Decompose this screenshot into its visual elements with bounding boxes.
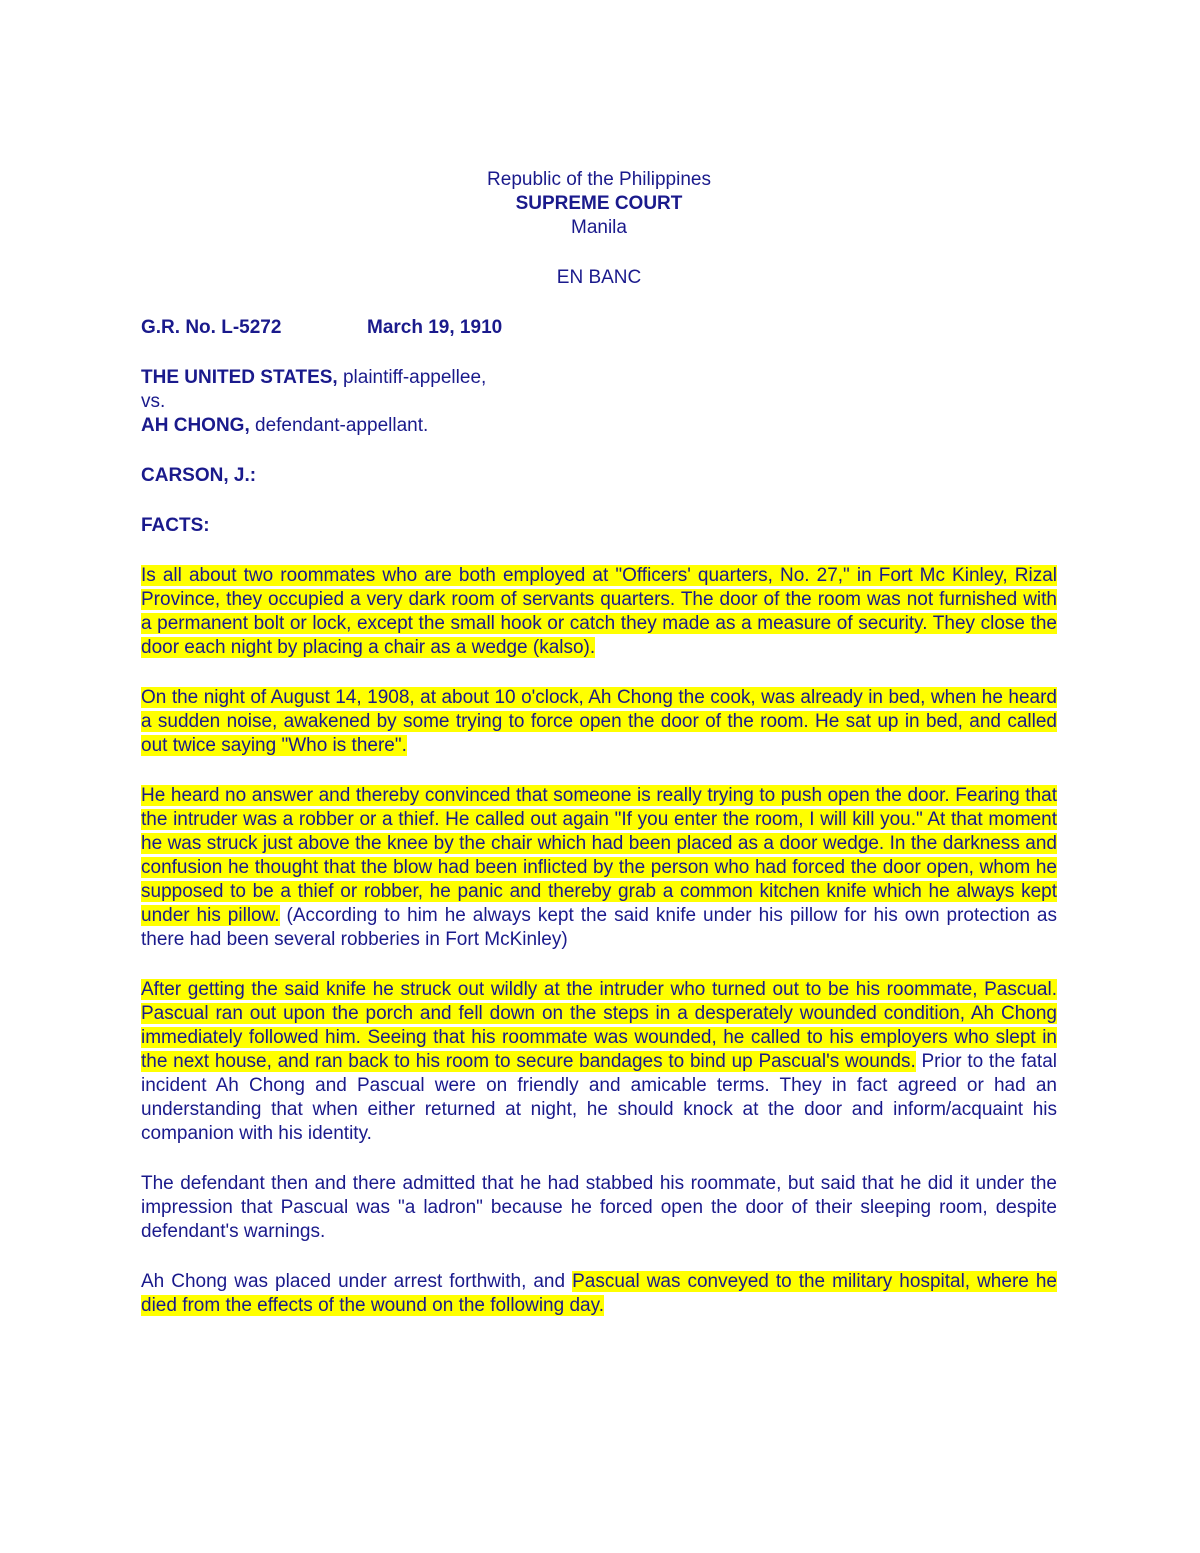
plain-text: Ah Chong was placed under arrest forthwith, and (141, 1271, 573, 1292)
case-number-row (141, 316, 1057, 340)
division-line: EN BANC (556, 267, 642, 288)
defendant-name: AH CHONG, (141, 415, 250, 436)
plain-text: (According to him he always kept the said knife under his pillow for his own protection as there had been several robberies in Fort McKinley) (141, 905, 1057, 950)
city-line: Manila (571, 217, 627, 238)
highlighted-text: After getting the said knife he struck out wildly at the intruder who turned out to be his roommate, Pascual. Pascual ran out upon the porch and fell down on the steps in a desperately wounded condition, Ah Chong immediately followed him. Seeing that his roommate was wounded, he called to his employers who slept in the next house, and ran back to his room to secure bandages to bind up Pascual's wounds. (141, 979, 1057, 1072)
document-page (141, 168, 1057, 1318)
paragraph-2 (141, 686, 1057, 758)
plaintiff-role: plaintiff-appellee, (337, 367, 487, 388)
court-name: SUPREME COURT (515, 193, 683, 214)
versus-line: vs. (141, 391, 166, 412)
defendant-line (141, 414, 1057, 438)
defendant-role: defendant-appellant. (249, 415, 429, 436)
highlighted-text: Is all about two roommates who are both employed at "Officers' quarters, No. 27," in Fort Mc Kinley, Rizal Province, they occupied a very dark room of servants quarters. The door of the room was not furnished with a permanent bolt or lock, except the small hook or catch they made as a measure of security. They close the door each night by placing a chair as a wedge (kalso). (141, 565, 1057, 658)
highlighted-text: He heard no answer and thereby convinced that someone is really trying to push open the door. Fearing that the intruder was a robber or a thief. He called out again "If you enter the room, I will kill you." At that moment he was struck just above the knee by the chair which had been placed as a door wedge. In the darkness and confusion he thought that the blow had been inflicted by the person who had forced the door open, whom he supposed to be a thief or robber, he panic and thereby grab a common kitchen knife which he always kept under his pillow. (141, 785, 1057, 926)
paragraph-5 (141, 1172, 1057, 1244)
ponente: CARSON, J.: (141, 465, 257, 486)
highlighted-text: Pascual was conveyed to the military hospital, where he died from the effects of the wound on the following day. (141, 1271, 1057, 1316)
gr-number: G.R. No. L-5272 (141, 317, 282, 338)
plain-text: The defendant then and there admitted that he had stabbed his roommate, but said that he did it under the impression that Pascual was "a ladron" because he forced open the door of their sleeping room, despite defendant's warnings. (141, 1173, 1057, 1242)
paragraph-3 (141, 784, 1057, 952)
paragraph-1 (141, 564, 1057, 660)
decision-date: March 19, 1910 (367, 317, 503, 338)
plaintiff-name: THE UNITED STATES, (141, 367, 338, 388)
plaintiff-line (141, 366, 1057, 390)
paragraph-4 (141, 978, 1057, 1146)
plain-text: Prior to the fatal incident Ah Chong and Pascual were on friendly and amicable terms. They in fact agreed or had an understanding that when either returned at night, he should knock at the door and inform/acquaint his companion with his identity. (141, 1051, 1057, 1144)
paragraph-6 (141, 1270, 1057, 1318)
republic-line: Republic of the Philippines (487, 169, 711, 190)
facts-heading: FACTS: (141, 515, 210, 536)
highlighted-text: On the night of August 14, 1908, at about 10 o'clock, Ah Chong the cook, was already in bed, when he heard a sudden noise, awakened by some trying to force open the door of the room. He sat up in bed, and called out twice saying "Who is there". (141, 687, 1057, 756)
